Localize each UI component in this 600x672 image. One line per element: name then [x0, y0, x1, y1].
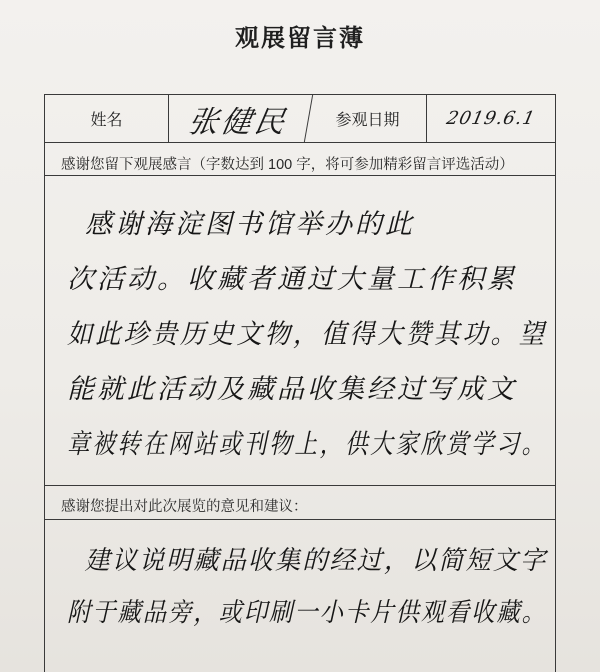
name-value: 张健民: [165, 95, 313, 142]
header-row: [45, 95, 555, 143]
page-title: 观展留言薄: [235, 25, 365, 52]
date-label: 参观日期: [309, 95, 427, 142]
feelings-prompt: 感谢您留下观展感言（字数达到 100 字，将可参加精彩留言评选活动）: [61, 157, 514, 173]
guestbook-form: [44, 94, 556, 672]
divider: [45, 175, 555, 176]
suggestions-prompt: 感谢您提出对此次展览的意见和建议：: [61, 499, 308, 515]
feelings-text: [67, 197, 547, 472]
divider: [45, 485, 555, 486]
date-value: 2019.6.1: [444, 108, 538, 129]
name-label: 姓名: [45, 95, 169, 142]
suggestion-line: 建议说明藏品收集的经过，以简短文字: [84, 546, 548, 576]
divider: [45, 519, 555, 520]
feelings-line: 感谢海淀图书馆举办的此: [85, 209, 415, 240]
suggestions-text: [67, 535, 547, 639]
suggestion-line: 附于藏品旁，或印刷一小卡片供观看收藏。: [67, 598, 547, 628]
feelings-line: 章被转在网站或刊物上，供大家欣赏学习。: [67, 429, 547, 460]
feelings-line: 如此珍贵历史文物，值得大赞其功。望: [67, 319, 547, 350]
feelings-line: 能就此活动及藏品收集经过写成文: [67, 374, 517, 405]
feelings-line: 次活动。收藏者通过大量工作积累: [67, 264, 517, 295]
